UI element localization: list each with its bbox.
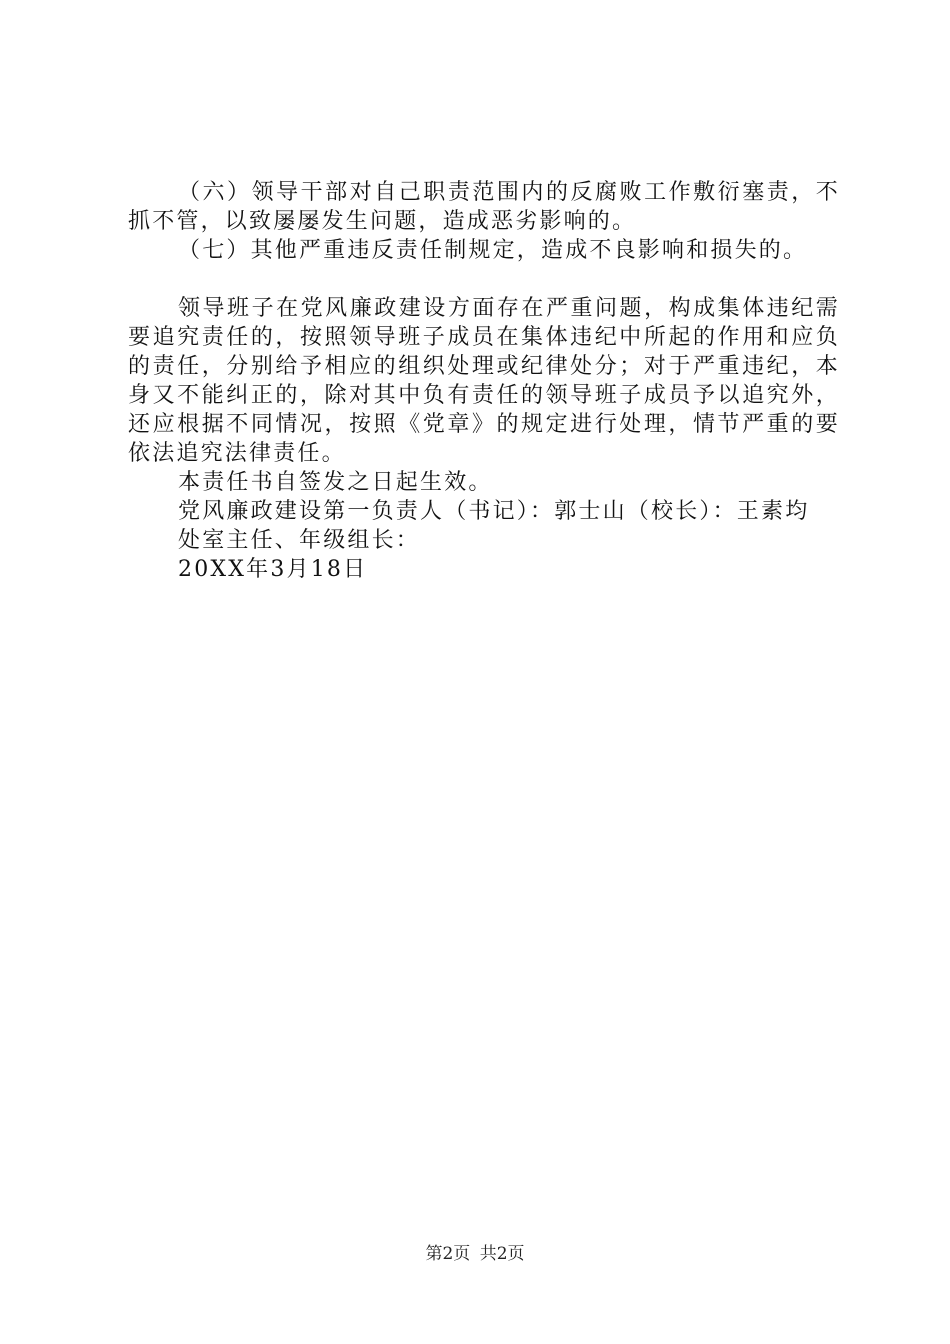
department-heads-line: 处室主任、年级组长： [178, 528, 421, 553]
document-body [128, 178, 840, 584]
page-number: 第2页 [425, 1244, 471, 1264]
clause-seven: （七）其他严重违反责任制规定，造成不良影响和损失的。 [178, 238, 808, 263]
page-total: 共2页 [479, 1244, 525, 1264]
effective-date-statement: 本责任书自签发之日起生效。 [178, 470, 493, 495]
paragraph-gap [128, 265, 840, 294]
page-footer [0, 1243, 950, 1265]
clause-six: （六）领导干部对自己职责范围内的反腐败工作敷衍塞责，不抓不管，以致屡屡发生问题，造成恶劣影响的。 [128, 180, 840, 234]
collective-violation-paragraph: 领导班子在党风廉政建设方面存在严重问题，构成集体违纪需要追究责任的，按照领导班子成员在集体违纪中所起的作用和应负的责任，分别给予相应的组织处理或纪律处分；对于严重违纪，本身又不能纠正的，除对其中负有责任的领导班子成员予以追究外，还应根据不同情况，按照《党章》的规定进行处理，情节严重的要依法追究法律责任。 [128, 296, 840, 466]
signatories-line: 党风廉政建设第一负责人（书记）：郭士山（校长）：王素均 [178, 499, 810, 524]
document-date: 20XX年3月18日 [178, 557, 368, 582]
